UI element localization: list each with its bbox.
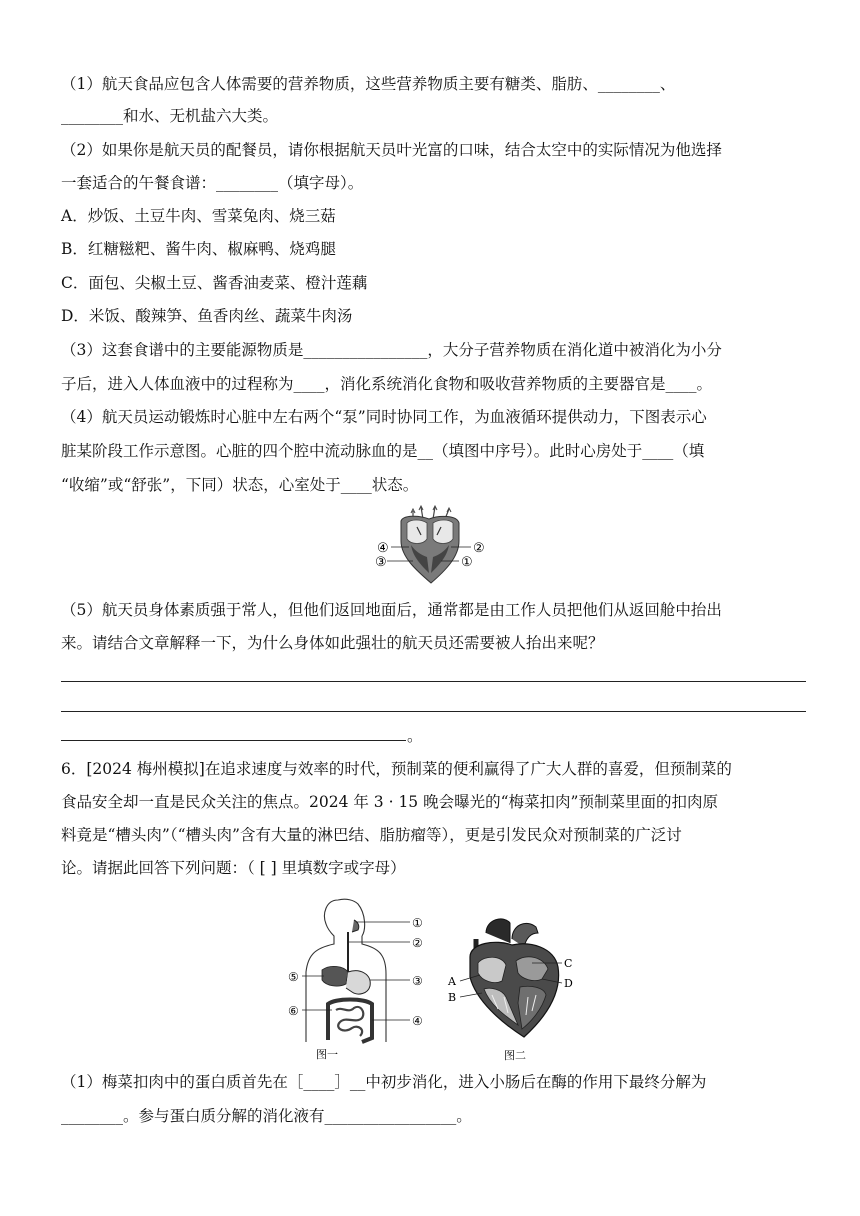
- q6-stem-line4: 论。请据此回答下列问题：（ [ ] 里填数字或字母）: [61, 859, 406, 877]
- option-c: C．面包、尖椒土豆、酱香油麦菜、橙汁莲藕: [61, 274, 368, 292]
- q5-part3-line1: （3）这套食谱中的主要能源物质是________________，大分子营养物质在消化道中被消化为小分: [61, 341, 722, 359]
- answer-line-end-mark: 。: [407, 727, 423, 745]
- option-d: D．米饭、酸辣笋、鱼香肉丝、蔬菜牛肉汤: [61, 307, 353, 325]
- q5-part4-line1: （4）航天员运动锻炼时心脏中左右两个“泵”同时协同工作，为血液循环提供动力，下图表示心: [61, 408, 707, 426]
- heart-label-4: ④: [377, 541, 389, 556]
- figure-2-caption: 图二: [504, 1049, 526, 1062]
- heart-label-1: ①: [461, 555, 473, 570]
- option-a: A．炒饭、土豆牛肉、雪菜兔肉、烧三菇: [61, 207, 336, 225]
- q6-stem-line3: 料竟是“槽头肉”（“槽头肉”含有大量的淋巴结、脂肪瘤等），更是引发民众对预制菜的广泛讨: [61, 826, 682, 844]
- q5-part4-line3: “收缩”或“舒张”，下同）状态，心室处于____状态。: [61, 476, 419, 494]
- q5-part4-line2: 脏某阶段工作示意图。心脏的四个腔中流动脉血的是__（填图中序号）。此时心房处于____（填: [61, 442, 705, 460]
- digestive-label-1: ①: [412, 916, 423, 930]
- answer-line-1[interactable]: [61, 681, 806, 682]
- option-b: B．红糖糍粑、酱牛肉、椒麻鸭、烧鸡腿: [61, 240, 336, 258]
- q6-part1-line1: （1）梅菜扣肉中的蛋白质首先在［____］__中初步消化，进入小肠后在酶的作用下最终分解为: [61, 1073, 707, 1091]
- digestive-label-6: ⑥: [288, 1004, 299, 1018]
- q5-part1-line1: （1）航天食品应包含人体需要的营养物质，这些营养物质主要有糖类、脂肪、________、: [61, 75, 676, 93]
- heart-section-label-a: A: [448, 975, 456, 988]
- answer-line-3[interactable]: [61, 740, 406, 741]
- figure-1-caption: 图一: [316, 1048, 338, 1061]
- q5-part1-line2: ________和水、无机盐六大类。: [61, 107, 279, 125]
- q5-part2-line1: （2）如果你是航天员的配餐员，请你根据航天员叶光富的口味，结合太空中的实际情况为他选择: [61, 141, 722, 159]
- digestive-label-3: ③: [412, 974, 423, 988]
- digestive-label-4: ④: [412, 1014, 423, 1028]
- digestive-system-diagram: [286, 892, 430, 1062]
- heart-label-3: ③: [375, 555, 387, 570]
- heart-section-label-c: C: [564, 957, 573, 970]
- heart-section-diagram: [446, 913, 582, 1063]
- digestive-label-5: ⑤: [288, 970, 299, 984]
- heart-label-2: ②: [473, 541, 485, 556]
- digestive-label-2: ②: [412, 936, 423, 950]
- q5-part5-line1: （5）航天员身体素质强于常人，但他们返回地面后，通常都是由工作人员把他们从返回舱中抬出: [61, 601, 722, 619]
- q5-part2-line2: 一套适合的午餐食谱：________（填字母）。: [61, 174, 364, 192]
- q5-part5-line2: 来。请结合文章解释一下，为什么身体如此强壮的航天员还需要被人抬出来呢？: [61, 634, 604, 652]
- q6-stem-line2: 食品安全却一直是民众关注的焦点。2024 年 3 · 15 晚会曝光的“梅菜扣肉”预制菜里面的扣肉原: [61, 793, 718, 811]
- heart-section-label-b: B: [448, 991, 457, 1004]
- q6-stem-line1: 6．[2024 梅州模拟]在追求速度与效率的时代，预制菜的便利赢得了广大人群的喜爱，但预制菜的: [61, 760, 732, 778]
- q6-part1-line2: ________。参与蛋白质分解的消化液有_________________。: [61, 1107, 472, 1125]
- answer-line-2[interactable]: [61, 711, 806, 712]
- heart-section-label-d: D: [564, 977, 573, 990]
- q5-part3-line2: 子后，进入人体血液中的过程称为____，消化系统消化食物和吸收营养物质的主要器官是____。: [61, 375, 713, 393]
- heart-diagram: [375, 505, 495, 587]
